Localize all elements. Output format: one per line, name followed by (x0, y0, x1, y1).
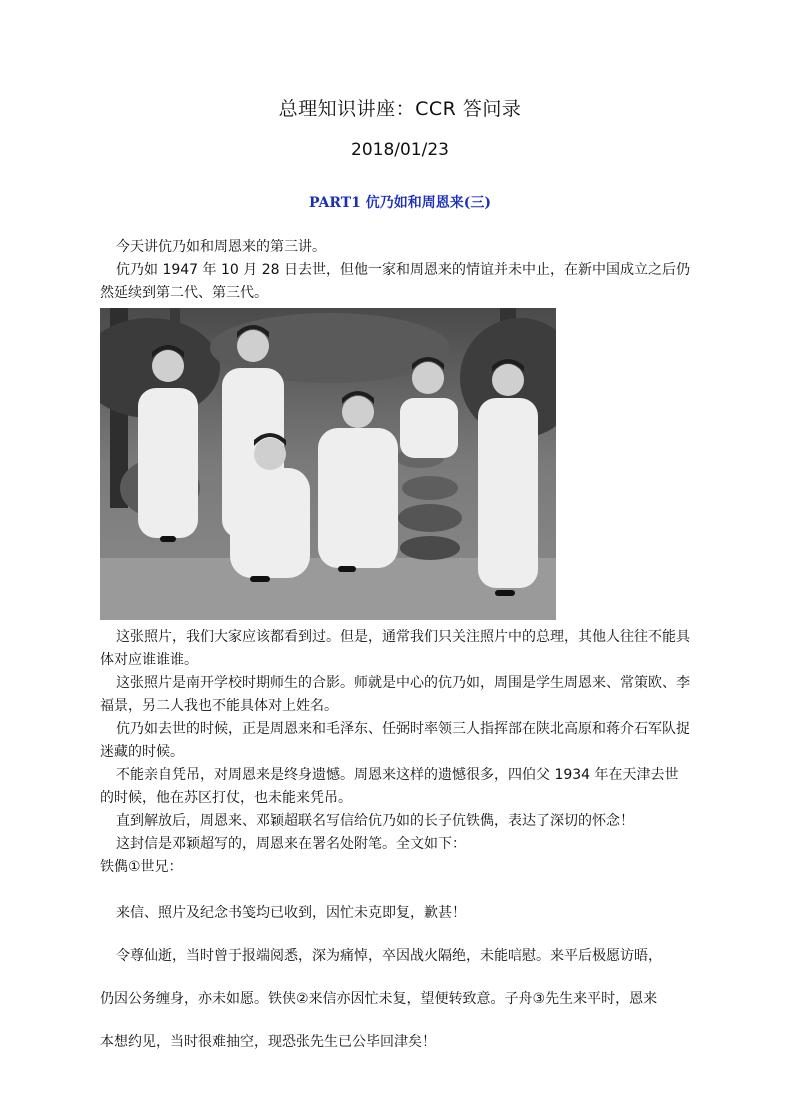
paragraph-8: 这封信是邓颖超写的，周恩来在署名处附笔。全文如下： (116, 836, 466, 852)
document-date: 2018/01/23 (351, 140, 449, 160)
letter-line-2: 令尊仙逝，当时曾于报端阅悉，深为痛悼，卒因战火隔绝，未能唁慰。来平后极愿访晤， (116, 948, 662, 964)
group-photo (100, 308, 556, 620)
document-title: 总理知识讲座：CCR 答问录 (278, 98, 522, 120)
paragraph-7: 直到解放后，周恩来、邓颖超联名写信给伉乃如的长子伉铁儁，表达了深切的怀念！ (116, 813, 634, 829)
letter-salutation: 铁儁①世兄： (100, 859, 183, 875)
paragraph-3: 这张照片，我们大家应该都看到过。但是，通常我们只关注照片中的总理，其他人往往不能具体对应谁谁谁。 (100, 629, 690, 668)
paragraph-5: 伉乃如去世的时候，正是周恩来和毛泽东、任弼时率领三人指挥部在陕北高原和蒋介石军队捉迷藏的时候。 (100, 721, 690, 760)
paragraph-6: 不能亲自凭吊，对周恩来是终身遗憾。周恩来这样的遗憾很多，四伯父 1934 年在天津去世的时候，他在苏区打仗，也未能来凭吊。 (100, 767, 679, 806)
paragraph-1: 今天讲伉乃如和周恩来的第三讲。 (116, 239, 326, 255)
letter-line-4: 本想约见，当时很难抽空，现恐张先生已公毕回津矣！ (100, 1034, 436, 1050)
group-photo-image (100, 308, 556, 620)
paragraph-2: 伉乃如 1947 年 10 月 28 日去世，但他一家和周恩来的情谊并未中止，在新中国成立之后仍然延续到第二代、第三代。 (100, 262, 690, 301)
paragraph-4: 这张照片是南开学校时期师生的合影。师就是中心的伉乃如，周围是学生周恩来、常策欧、李福景，另二人我也不能具体对上姓名。 (100, 675, 690, 714)
letter-line-1: 来信、照片及纪念书笺均已收到，因忙未克即复，歉甚！ (116, 905, 466, 921)
part-heading: PART1 伉乃如和周恩来(三) (308, 195, 492, 211)
letter-line-3: 仍因公务缠身，亦未如愿。铁侠②来信亦因忙未复，望便转致意。子舟③先生来平时，恩来 (100, 991, 658, 1007)
